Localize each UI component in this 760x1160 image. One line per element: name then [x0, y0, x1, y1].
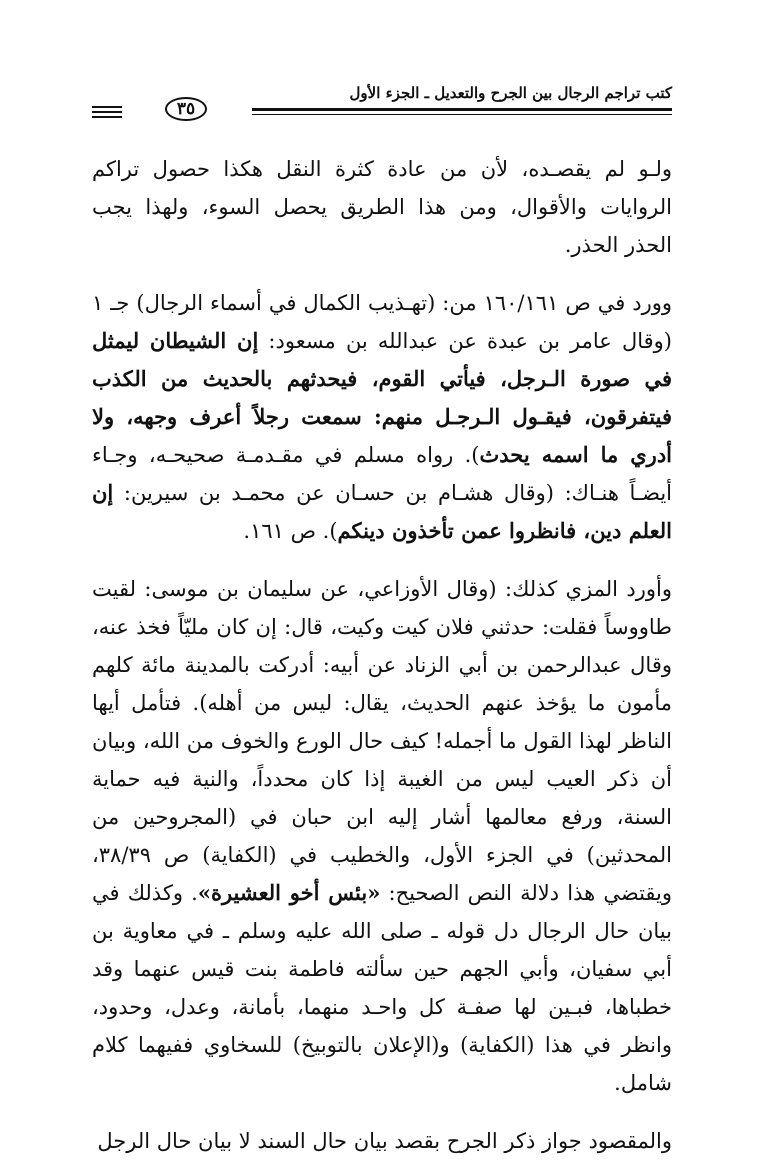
text-segment: ولـو لم يقصـده، لأن من عادة كثرة النقل هكذا حصول تراكم الروايات والأقوال، ومن هذا الطريق يحصل السوء، ولهذا يجب الحذر الحذر. [92, 157, 672, 257]
page-number: ٣٥ [165, 97, 207, 121]
text-segment: وورد في ص ١٦٠/١٦١ من: (تهـذيب الكمال في أسماء الرجال) جـ ١ (وقال عامر بن عبدة عن عبدالله بن مسعود: [92, 291, 673, 353]
paragraph [92, 570, 672, 1102]
header-rule-left [92, 116, 122, 118]
page-number-badge [124, 97, 248, 121]
running-header-title: كتب تراجم الرجال بين الجرح والتعديل ـ الجزء الأول [349, 84, 672, 102]
text-segment: . وكذلك في بيان حال الرجال دل قوله ـ صلى الله عليه وسلم ـ في معاوية بن أبي سفيان، وأبي الجهم حين سألته فاطمة بنت قيس عنهما وقد خطباها، فبـين لها صفـة كل واحـد منهما، بأمانة، وعدل، وحدود، وانظر في هذا (الكفاية) و(الإعلان بالتوبيخ) للسخاوي ففيهما كلام شامل. [92, 881, 672, 1095]
header-rule-thick [252, 108, 672, 111]
paragraph [92, 150, 672, 264]
page-header [92, 84, 672, 124]
text-segment: وأورد المزي كذلك: (وقال الأوزاعي، عن سليمان بن موسى: لقيت طاووساً فقلت: حدثني فلان كيت وكيت، قال: إن كان مليّاً فخذ عنه، وقال عبدالرحمن بن أبي الزناد عن أبيه: أدركت بالمدينة مائة كلهم مأمون ما يؤخذ عنهم الحديث، يقال: ليس من أهله). فتأمل أيها الناظر لهذا القول ما أجمله! كيف حال الورع والخوف من الله، وبيان أن ذكر العيب ليس من الغيبة إذا كان محدداً، والنية فيه حماية السنة، ورفع معالمها أشار إليه ابن حبان في (المجروحين من المحدثين) في الجزء الأول، والخطيب في (الكفاية) ص ٣٨/٣٩، ويقتضي هذا دلالة النص الصحيح: [92, 577, 673, 905]
text-segment: ). رواه مسلم في مقـدمـة صحيحـه، وجـاء أيضـاً هنـاك: (وقال هشـام بن حسـان عن محمـد بن سيرين: [92, 443, 672, 505]
text-segment: ). ص ١٦١. [243, 519, 338, 543]
quoted-hadith-text: «بئس أخو العشيرة» [197, 880, 381, 905]
page-body [92, 150, 672, 1160]
quoted-hadith-text: إن الشيطان ليمثل في صورة الـرجل، فيأتي القوم، فيحدثهم بالحديث من الكذب فيتفرقون، فيقـول الـرجـل منهم: سمعت رجلاً أعرف وجهه، ولا أدري ما اسمه يحدث [92, 328, 673, 467]
paragraph [92, 284, 672, 550]
header-rule-thin [252, 114, 672, 115]
header-rule-left [92, 106, 122, 108]
paragraph [92, 1122, 672, 1160]
header-rule-left [92, 111, 122, 113]
text-segment: والمقصود جواز ذكر الجرح بقصد بيان حال السند لا بيان حال الرجل [97, 1129, 672, 1153]
quoted-hadith-text: إن العلم دين، فانظروا عمن تأخذون دينكم [92, 480, 672, 543]
